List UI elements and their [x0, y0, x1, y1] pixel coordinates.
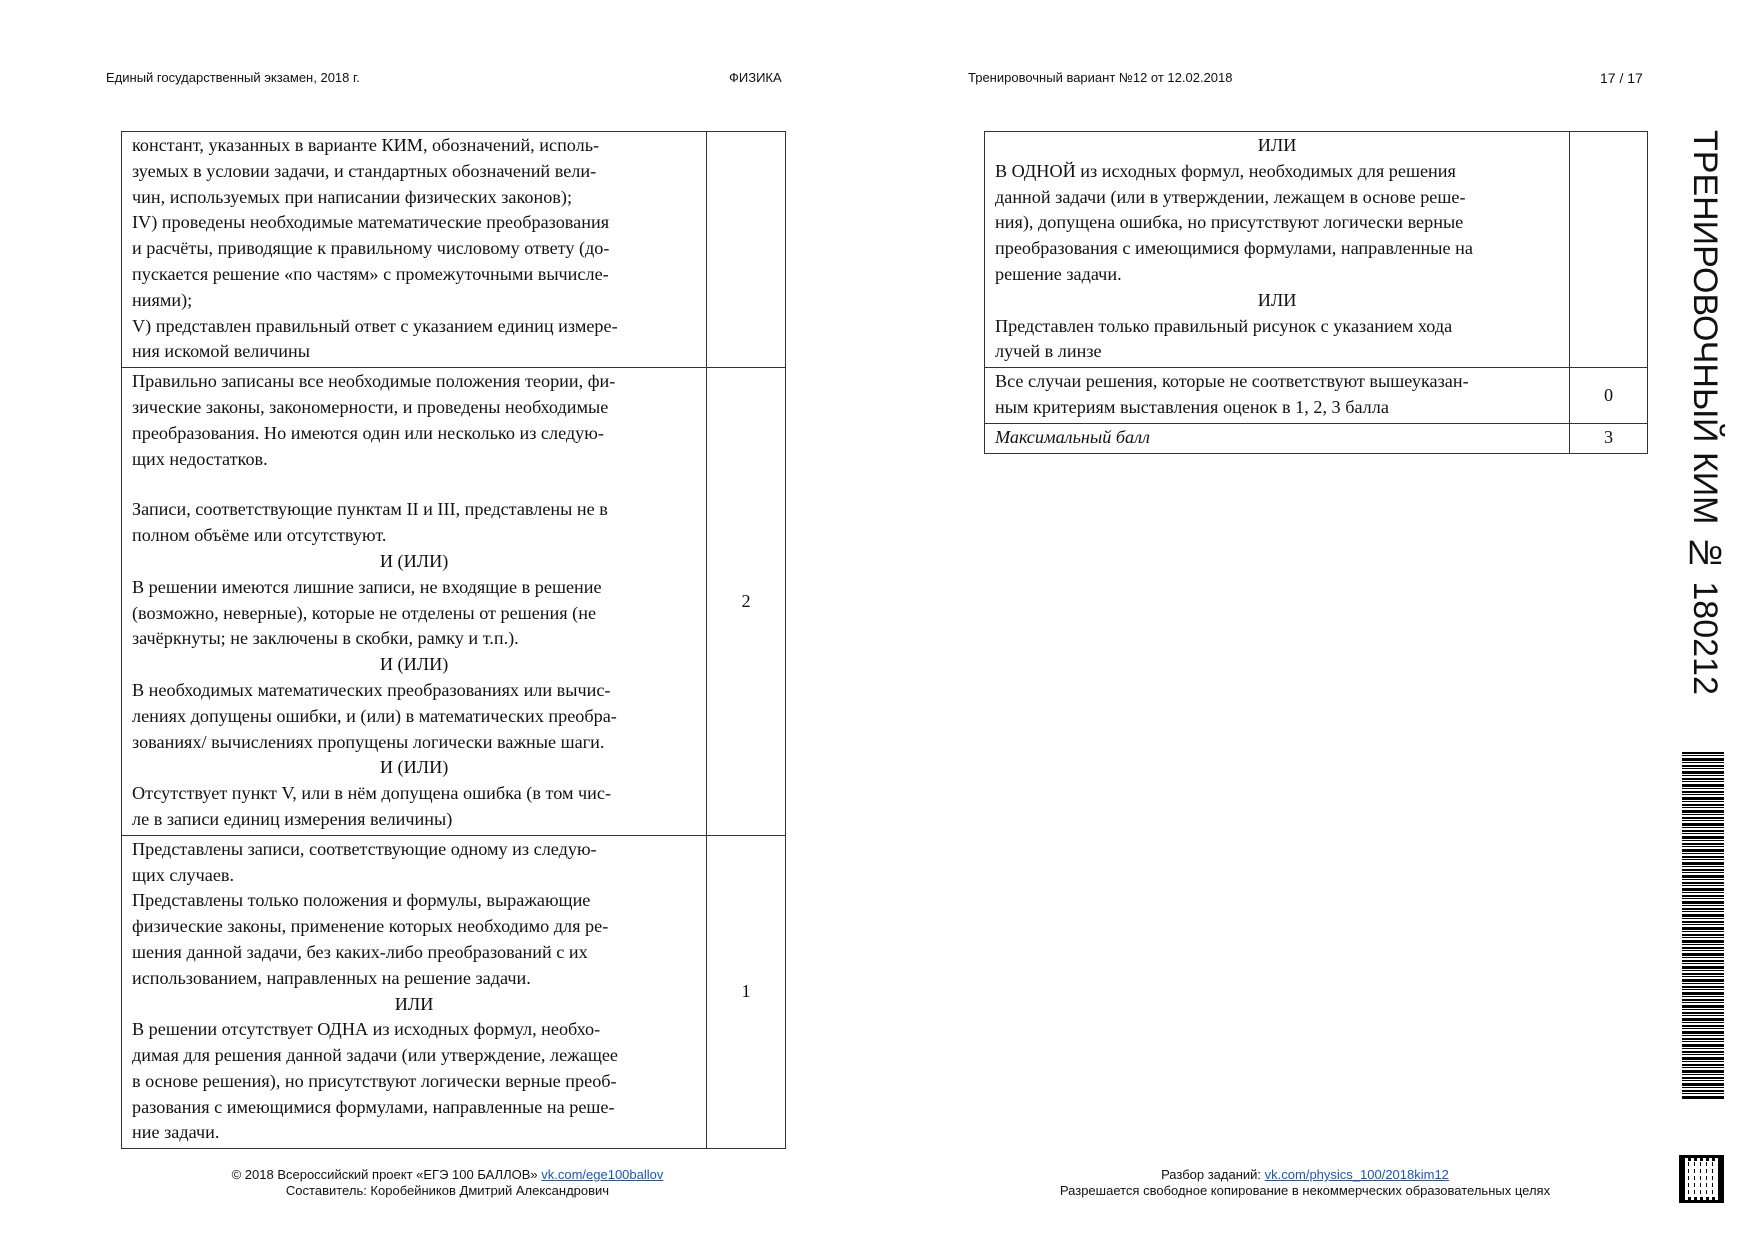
- table-row: [985, 423, 1648, 453]
- text-line: ния искомой величины: [132, 341, 310, 362]
- text-line: констант, указанных в варианте КИМ, обозначений, исполь-: [132, 135, 600, 155]
- text-line: данной задачи (или в утверждении, лежащем в основе реше-: [995, 186, 1466, 207]
- text-line: Записи, соответствующие пунктам II и III, представлены не в: [132, 499, 608, 520]
- criteria-table-right: [984, 131, 1648, 454]
- text-line: ния), допущена ошибка, но присутствуют логически верные: [995, 212, 1464, 233]
- text-line: IV) проведены необходимые математические преобразования: [132, 212, 610, 233]
- text-line: пускается решение «по частям» с промежуточными вычисле-: [132, 263, 609, 284]
- header-subject: ФИЗИКА: [729, 70, 782, 85]
- text-line: зические законы, закономерности, и проведены необходимые: [132, 396, 609, 417]
- text-line: в основе решения), но присутствуют логически верные преоб-: [132, 1070, 617, 1091]
- table-row: [122, 368, 786, 836]
- separator-or: ИЛИ: [1257, 135, 1297, 155]
- footer-license: Разрешается свободное копирование в некоммерческих образовательных целях: [1059, 1183, 1551, 1198]
- text-line: чин, используемых при написании физических законов);: [132, 186, 572, 207]
- footer-left: [205, 1167, 690, 1199]
- qr-code-image: [1679, 1155, 1724, 1203]
- text-line: димая для решения данной задачи (или утверждение, лежащее: [132, 1045, 618, 1066]
- text-line: шения данной задачи, без каких-либо преобразований с их: [132, 941, 588, 962]
- text-line: использованием, направленных на решение задачи.: [132, 967, 531, 988]
- text-line: разования с имеющимися формулами, направленные на реше-: [132, 1096, 615, 1117]
- footer-solutions-text: Разбор заданий:: [1161, 1167, 1265, 1182]
- criteria-text: [122, 368, 707, 836]
- footer-copyright-text: © 2018 Всероссийский проект «ЕГЭ 100 БАЛЛОВ»: [231, 1167, 542, 1182]
- max-score-label: Максимальный балл: [985, 423, 1570, 453]
- text-line: ниями);: [132, 289, 193, 310]
- text-line: преобразования с имеющимися формулами, направленные на: [995, 238, 1473, 259]
- score-cell: [1570, 132, 1648, 368]
- criteria-table-left: [121, 131, 786, 1149]
- score-cell: 2: [707, 368, 786, 836]
- separator-or: ИЛИ: [1257, 289, 1297, 310]
- text-line: В необходимых математических преобразованиях или вычис-: [132, 679, 611, 700]
- text-line: В решении отсутствует ОДНА из исходных формул, необхо-: [132, 1019, 601, 1040]
- criteria-text: [985, 368, 1570, 424]
- text-line: щих случаев.: [132, 864, 235, 885]
- text-line: ле в записи единиц измерения величины): [132, 808, 453, 829]
- text-line: V) представлен правильный ответ с указанием единиц измере-: [132, 315, 618, 336]
- text-line: В решении имеются лишние записи, не входящие в решение: [132, 576, 602, 597]
- header-variant: Тренировочный вариант №12 от 12.02.2018: [968, 70, 1233, 85]
- separator-and-or: И (ИЛИ): [379, 757, 449, 778]
- text-line: зуемых в условии задачи, и стандартных обозначений вели-: [132, 160, 597, 181]
- text-line: Все случаи решения, которые не соответствуют вышеуказан-: [995, 371, 1469, 392]
- header-exam-title: Единый государственный экзамен, 2018 г.: [106, 70, 360, 85]
- criteria-text: [985, 132, 1570, 368]
- text-line: ние задачи.: [132, 1122, 220, 1143]
- footer-right: [1025, 1167, 1585, 1199]
- separator-and-or: И (ИЛИ): [379, 654, 449, 675]
- table-row: [985, 368, 1648, 424]
- footer-author: Составитель: Коробейников Дмитрий Александрович: [285, 1183, 610, 1198]
- table-row: [122, 132, 786, 368]
- criteria-text: [122, 132, 707, 368]
- table-row: [122, 835, 786, 1149]
- side-title-vertical: ТРЕНИРОВОЧНЫЙ КИМ № 180212: [1686, 130, 1724, 695]
- separator-and-or: И (ИЛИ): [379, 550, 449, 571]
- footer-copyright: [205, 1167, 690, 1183]
- text-line: зачёркнуты; не заключены в скобки, рамку и т.п.).: [132, 628, 519, 649]
- text-line: и расчёты, приводящие к правильному числовому ответу (до-: [132, 238, 610, 259]
- barcode-image: [1682, 752, 1724, 1100]
- max-score-value: 3: [1570, 423, 1648, 453]
- text-line: ным критериям выставления оценок в 1, 2, 3 балла: [995, 396, 1389, 417]
- score-cell: 1: [707, 835, 786, 1149]
- text-line: Представлены только положения и формулы, выражающие: [132, 890, 591, 911]
- text-line: лениях допущены ошибки, и (или) в математических преобра-: [132, 705, 617, 726]
- score-cell: [707, 132, 786, 368]
- text-line: зованиях/ вычислениях пропущены логически важные шаги.: [132, 731, 605, 752]
- footer-link-physics100[interactable]: vk.com/physics_100/2018kim12: [1264, 1167, 1449, 1182]
- text-line: решение задачи.: [995, 263, 1122, 284]
- text-line: преобразования. Но имеются один или несколько из следую-: [132, 422, 604, 443]
- text-line: Отсутствует пункт V, или в нём допущена ошибка (в том чис-: [132, 783, 612, 804]
- footer-link-ege100ballov[interactable]: vk.com/ege100ballov: [541, 1167, 664, 1182]
- score-cell: 0: [1570, 368, 1648, 424]
- text-line: (возможно, неверные), которые не отделены от решения (не: [132, 602, 597, 623]
- text-line: полном объёме или отсутствуют.: [132, 525, 387, 546]
- text-line: лучей в линзе: [995, 341, 1102, 362]
- separator-or: ИЛИ: [394, 993, 434, 1014]
- text-line: Представлен только правильный рисунок с указанием хода: [995, 315, 1453, 336]
- criteria-text: [122, 835, 707, 1149]
- text-line: Правильно записаны все необходимые положения теории, фи-: [132, 371, 616, 392]
- text-line: щих недостатков.: [132, 448, 268, 469]
- footer-solutions: [1025, 1167, 1585, 1183]
- page-number: 17 / 17: [1600, 70, 1643, 86]
- text-line: В ОДНОЙ из исходных формул, необходимых для решения: [995, 160, 1456, 181]
- table-row: [985, 132, 1648, 368]
- text-line: физические законы, применение которых необходимо для ре-: [132, 916, 609, 937]
- text-line: Представлены записи, соответствующие одному из следую-: [132, 838, 597, 859]
